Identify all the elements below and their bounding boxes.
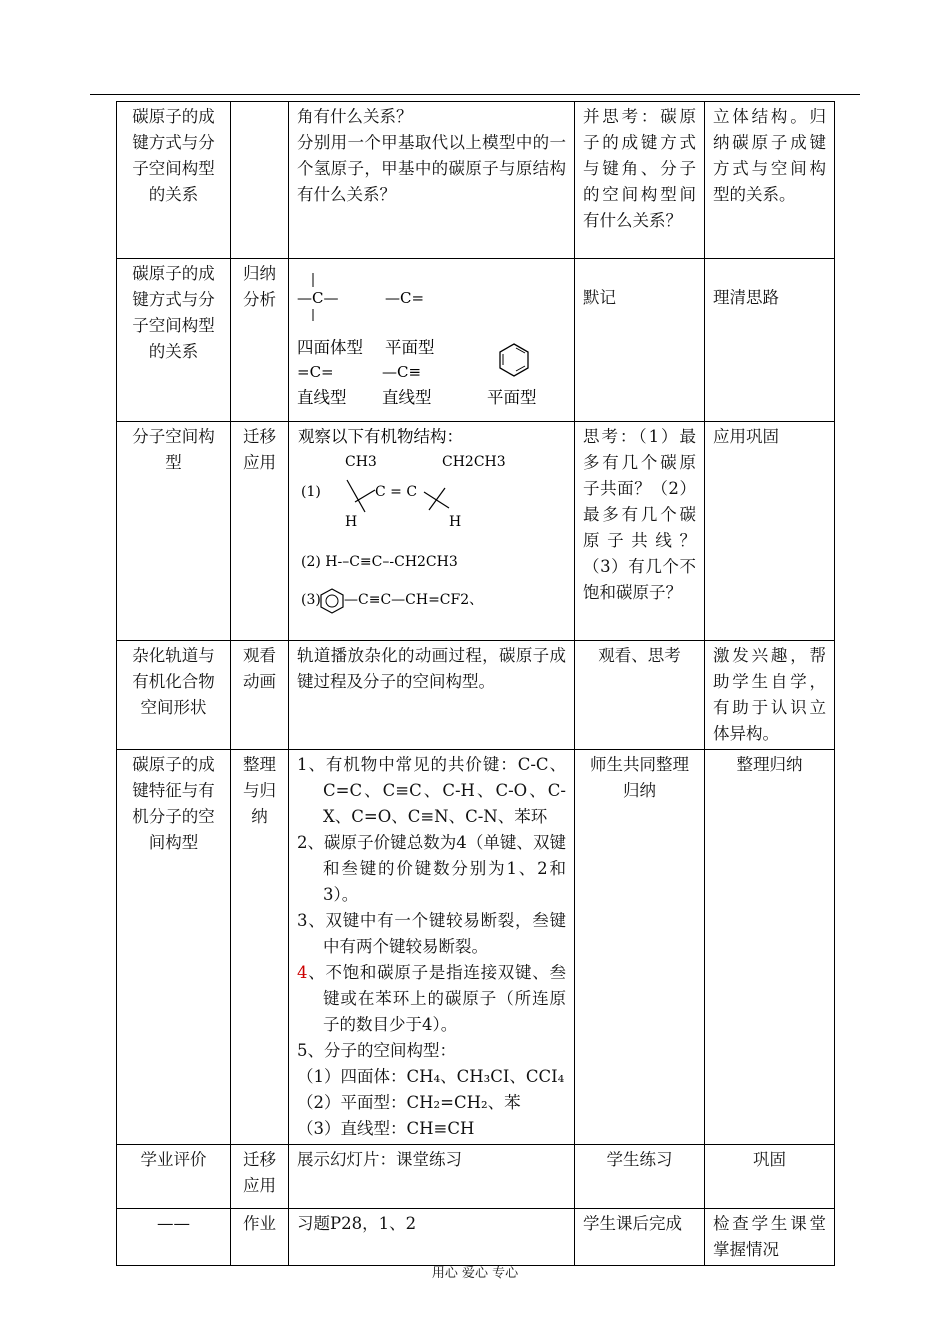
- student-activity-cell: 学生课后完成: [575, 1209, 705, 1266]
- benzene-ring-icon: [321, 589, 343, 613]
- page-footer: 用心 爱心 专心: [431, 1266, 519, 1281]
- method-cell: 作业: [231, 1209, 289, 1266]
- ch3-group: CH3: [345, 454, 377, 470]
- topic-cell: 碳原子的成键方式与分子空间构型的关系: [117, 259, 231, 422]
- intent-cell: 检查学生课堂掌握情况: [705, 1209, 835, 1266]
- intent-cell: 理清思路: [705, 259, 835, 422]
- svg-text:H: H: [449, 514, 462, 530]
- linear-double-bond: =C=: [297, 363, 334, 381]
- organic-structures-diagram: [289, 422, 575, 632]
- header-rule: [90, 94, 860, 95]
- svg-text:H: H: [345, 514, 358, 530]
- student-activity-cell: 师生共同整理归纳: [575, 750, 705, 1145]
- teacher-activity-cell: 角有什么关系？ 分别用一个甲基取代以上模型中的一个氢原子，甲基中的碳原子与原结构有什么关系？: [289, 102, 575, 259]
- topic-cell: ——: [117, 1209, 231, 1266]
- teacher-activity-cell: [289, 259, 575, 422]
- teacher-activity-cell: [289, 422, 575, 641]
- student-activity-cell: 并思考：碳原子的成键方式与键角、分子的空间构型间有什么关系？: [575, 102, 705, 259]
- svg-text:(3): (3): [301, 592, 321, 608]
- table-row: [117, 641, 835, 750]
- student-activity-cell: 默记: [575, 259, 705, 422]
- bond-types-diagram: [289, 259, 575, 413]
- method-cell: 观看动画: [231, 641, 289, 750]
- teacher-activity-cell: 轨道播放杂化的动画过程，碳原子成键过程及分子的空间构型。: [289, 641, 575, 750]
- method-cell: 迁移应用: [231, 1145, 289, 1209]
- double-bond-center: C = C: [375, 484, 418, 500]
- table-row: [117, 422, 835, 641]
- ch2ch3-group: CH2CH3: [442, 454, 506, 470]
- linear-triple-bond: —C≡: [382, 363, 422, 381]
- topic-cell: 碳原子的成键特征与有机分子的空间构型: [117, 750, 231, 1145]
- intent-cell: 立体结构。归纳碳原子成键方式与空间构型的关系。: [705, 102, 835, 259]
- table-row: [117, 1145, 835, 1209]
- topic-cell: 分子空间构型: [117, 422, 231, 641]
- planar-label-2: 平面型: [487, 388, 537, 407]
- teacher-activity-cell: 1、有机物中常见的共价键：C-C、C=C、C≡C、C-H、C-O、C-X、C=O、C≡N、C-N、苯环 2、碳原子价键总数为4（单键、双键和叁键的价键数分别为1、2和3）。 3、双键中有一个键较易断裂，叁键中有两个键较易断裂。 4、不饱和碳原子是指连接双键、叁键或在苯环上的碳原子（所连原子的数目少于4）。 5、分子的空间构型： （1）四面体：CH₄、CH₃CI、CCI₄ （2）平面型：CH₂=CH₂、苯 （3）直线型：CH≡CH: [289, 750, 575, 1145]
- method-cell: 迁移应用: [231, 422, 289, 641]
- planar-label: 平面型: [385, 338, 435, 357]
- tetrahedral-bond: —C—: [297, 289, 339, 307]
- intent-cell: 巩固: [705, 1145, 835, 1209]
- tetrahedral-label: 四面体型: [297, 338, 363, 357]
- alkyne-fluoro-structure: —C≡C—CH=CF2、: [344, 592, 484, 608]
- intent-cell: 应用巩固: [705, 422, 835, 641]
- intent-cell: 整理归纳: [705, 750, 835, 1145]
- teacher-activity-cell: 展示幻灯片：课堂练习: [289, 1145, 575, 1209]
- linear-label-2: 直线型: [382, 388, 432, 407]
- intent-cell: 激发兴趣，帮助学生自学，有助于认识立体异构。: [705, 641, 835, 750]
- method-cell: 整理与归纳: [231, 750, 289, 1145]
- svg-text:(1): (1): [301, 484, 321, 500]
- alkyne-structure: (2) H-–C≡C–-CH2CH3: [301, 554, 458, 570]
- table-row: [117, 102, 835, 259]
- observe-intro: 观察以下有机物结构：: [298, 427, 463, 446]
- benzene-ring-icon: [500, 344, 528, 376]
- student-activity-cell: 思考：（1）最多有几个碳原子共面？（2）最多有几个碳原子共线？（3）有几个不饱和碳原子？: [575, 422, 705, 641]
- table-row: [117, 259, 835, 422]
- method-cell: 归纳分析: [231, 259, 289, 422]
- linear-label-1: 直线型: [297, 388, 347, 407]
- table-row: [117, 1209, 835, 1266]
- lesson-plan-table: [116, 101, 835, 1266]
- topic-cell: 学业评价: [117, 1145, 231, 1209]
- table-row: [117, 750, 835, 1145]
- topic-cell: 杂化轨道与有机化合物空间形状: [117, 641, 231, 750]
- planar-bond: —C=: [385, 289, 425, 307]
- teacher-activity-cell: 习题P28，1、2: [289, 1209, 575, 1266]
- student-activity-cell: 观看、思考: [575, 641, 705, 750]
- topic-cell: 碳原子的成键方式与分子空间构型的关系: [117, 102, 231, 259]
- student-activity-cell: 学生练习: [575, 1145, 705, 1209]
- method-cell: [231, 102, 289, 259]
